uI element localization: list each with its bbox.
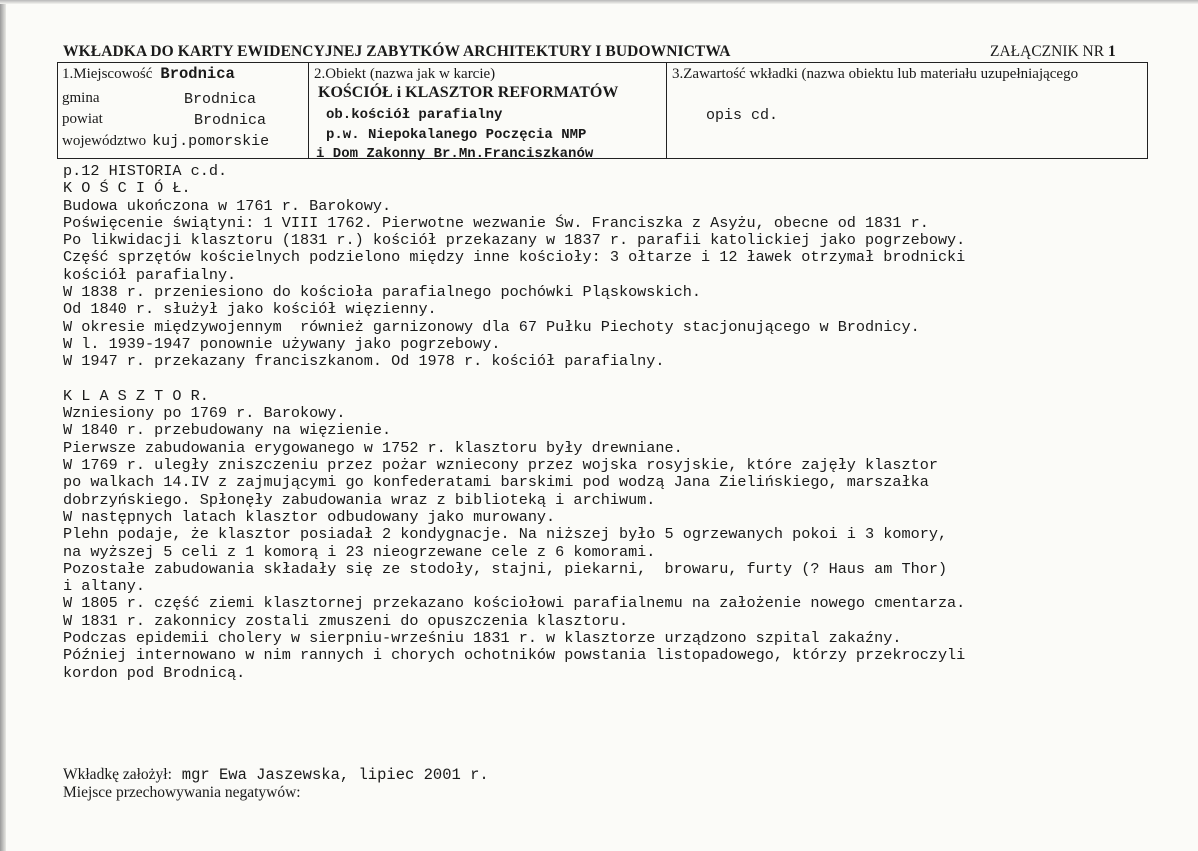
contents-label: 3.Zawartość wkładki (nazwa obiektu lub materiału uzupełniającego (672, 66, 1079, 82)
text-line: Pierwsze zabudowania erygowanego w 1752 r. klasztoru były drewniane. (63, 438, 683, 457)
text-line: Część sprzętów kościelnych podzielono między inne kościoły: 3 ołtarze i 12 ławek otrzymał brodnicki (63, 248, 966, 267)
history-text (63, 163, 1143, 682)
header-table (57, 62, 1148, 162)
wojewodztwo-value: kuj.pomorskie (152, 133, 270, 150)
annex-label-text: ZAŁĄCZNIK NR (990, 43, 1105, 60)
object-line: i Dom Zakonny Br.Mn.Franciszkanów (316, 146, 594, 162)
text-line: Budowa ukończona w 1761 r. Barokowy. (63, 196, 392, 215)
scan-edge-top (0, 0, 1198, 4)
wojewodztwo-label: województwo (62, 133, 147, 149)
text-line: Pozostałe zabudowania składały się ze stodoły, stajni, piekarni, browaru, furty (? Haus am Thor) (63, 559, 948, 578)
text-line: Poświęcenie świątyni: 1 VIII 1762. Pierwotne wezwanie Św. Franciszka z Asyżu, obecne od 1831 r. (63, 213, 929, 232)
text-line (63, 371, 1143, 388)
text-line: Po likwidacji klasztoru (1831 r.) kościół przekazany w 1837 r. parafii katolickiej jako pogrzebowy. (63, 231, 966, 250)
negatives-label: Miejsce przechowywania negatywów: (63, 784, 301, 801)
gmina-value: Brodnica (184, 91, 257, 108)
text-line: Podczas epidemii cholery w sierpniu-wrześniu 1831 r. w klasztorze urządzono szpital zakaźny. (63, 629, 902, 648)
text-line: kordon pod Brodnicą. (63, 663, 246, 682)
document-title: WKŁADKA DO KARTY EWIDENCYJNEJ ZABYTKÓW ARCHITEKTURY I BUDOWNICTWA (63, 43, 731, 60)
author-label: Wkładkę założył: (63, 766, 172, 783)
text-line: W 1840 r. przebudowany na więzienie. (63, 421, 392, 440)
object-line: p.w. Niepokalanego Poczęcia NMP (326, 127, 587, 143)
author-value: mgr Ewa Jaszewska, lipiec 2001 r. (181, 766, 489, 784)
text-line: W 1769 r. uległy zniszczeniu przez pożar wzniecony przez wojska rosyjskie, które zajęły klasztor (63, 456, 938, 475)
text-line: Od 1840 r. służył jako kościół więzienny. (63, 300, 437, 319)
location-value: Brodnica (160, 65, 235, 83)
object-line: ob.kościół parafialny (326, 107, 503, 123)
table-divider (666, 63, 667, 158)
object-label: 2.Obiekt (nazwa jak w karcie) (314, 66, 496, 82)
text-line: W następnych latach klasztor odbudowany jako murowany. (63, 507, 556, 526)
text-line: K L A S Z T O R. (63, 386, 209, 405)
text-line: Wzniesiony po 1769 r. Barokowy. (63, 404, 346, 423)
text-line: Później internowano w nim rannych i chorych ochotników powstania listopadowego, którzy przekroczyli (63, 646, 966, 665)
text-line: W l. 1939-1947 ponownie używany jako pogrzebowy. (63, 334, 501, 353)
annex-label (990, 43, 1116, 61)
text-line: na wyższej 5 celi z 1 komorą i 23 nieogrzewane cele z 6 komorami. (63, 542, 656, 561)
scan-edge (0, 0, 6, 851)
text-line: Plehn podaje, że klasztor posiadał 2 kondygnacje. Na niższej było 5 ogrzewanych pokoi i 3 komory, (63, 525, 948, 544)
text-line: po walkach 14.IV z zajmującymi go konfederatami barskimi pod wodzą Jana Zielińskiego, marszałka (63, 473, 929, 492)
gmina-label: gmina (62, 90, 100, 106)
location-label: 1.Miejscowość (62, 66, 153, 82)
object-name: KOŚCIÓŁ i KLASZTOR REFORMATÓW (318, 84, 619, 101)
author-line (63, 766, 489, 784)
text-line: W okresie międzywojennym również garnizonowy dla 67 Pułku Piechoty stacjonującego w Brodnicy. (63, 317, 920, 336)
text-line: p.12 HISTORIA c.d. (63, 162, 228, 180)
text-line: dobrzyńskiego. Spłonęły zabudowania wraz z biblioteką i archiwum. (63, 490, 656, 509)
table-divider (308, 63, 309, 158)
text-line: K O Ś C I Ó Ł. (63, 179, 191, 198)
contents-value: opis cd. (706, 107, 779, 124)
text-line: W 1838 r. przeniesiono do kościoła parafialnego pochówki Pląskowskich. (63, 283, 701, 302)
text-line: W 1831 r. zakonnicy zostali zmuszeni do opuszczenia klasztoru. (63, 611, 629, 630)
powiat-value: Brodnica (194, 112, 267, 129)
text-line: W 1947 r. przekazany franciszkanom. Od 1978 r. kościół parafialny. (63, 352, 665, 371)
text-line: kościół parafialny. (63, 265, 237, 284)
text-line: i altany. (63, 577, 146, 596)
annex-number: 1 (1107, 43, 1116, 60)
text-line: W 1805 r. część ziemi klasztornej przekazano kościołowi parafialnemu na założenie nowego cmentarza. (63, 594, 966, 613)
powiat-label: powiat (62, 111, 103, 127)
